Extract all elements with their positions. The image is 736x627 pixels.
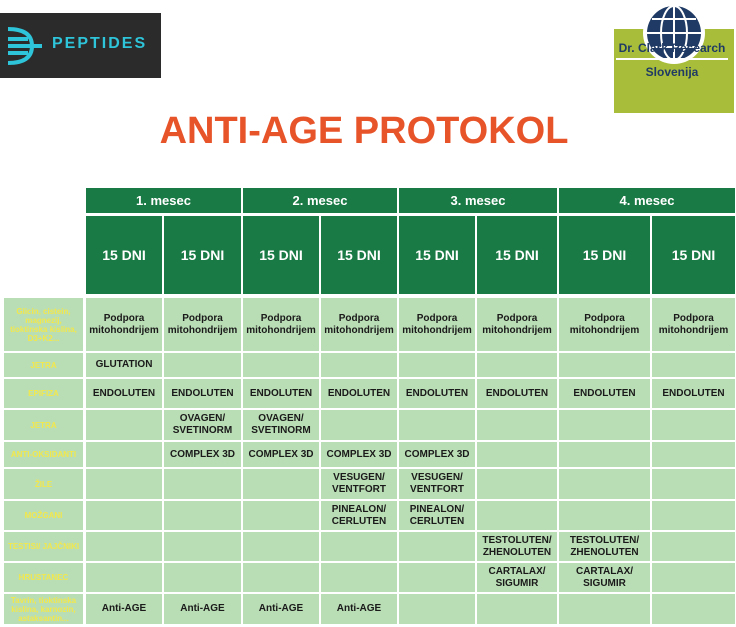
table-cell: Podpora mitohondrijem <box>321 298 397 351</box>
row-label: Tavrin, tioktinska kislina, karnozin, astaksantin... <box>4 594 83 624</box>
month-header: 1. mesec <box>86 188 241 213</box>
table-cell: ENDOLUTEN <box>399 379 475 408</box>
table-cell: COMPLEX 3D <box>164 442 241 467</box>
table-cell <box>652 442 735 467</box>
table-cell <box>477 594 557 624</box>
period-header: 15 DNI <box>477 216 557 294</box>
table-cell: Anti-AGE <box>86 594 162 624</box>
period-header: 15 DNI <box>399 216 475 294</box>
table-cell: COMPLEX 3D <box>321 442 397 467</box>
row-label: Glicin, cistein, magnezij, tioktinska kislina, D3+K2... <box>4 298 83 351</box>
table-cell <box>477 501 557 530</box>
table-cell <box>652 410 735 440</box>
table-cell: Anti-AGE <box>164 594 241 624</box>
table-cell <box>652 469 735 499</box>
table-cell <box>559 469 650 499</box>
period-header: 15 DNI <box>559 216 650 294</box>
table-cell <box>321 532 397 561</box>
table-cell: Podpora mitohondrijem <box>86 298 162 351</box>
table-cell <box>477 353 557 377</box>
row-label: HRUSTANEC <box>4 563 83 592</box>
peptides-logo-text: PEPTIDES <box>52 35 148 52</box>
table-cell <box>652 563 735 592</box>
row-label: ŽILE <box>4 469 83 499</box>
table-cell <box>86 442 162 467</box>
peptides-logo <box>0 13 161 78</box>
table-cell: CARTALAX/ SIGUMIR <box>477 563 557 592</box>
table-cell <box>243 532 319 561</box>
peptides-logo-icon <box>2 23 50 69</box>
table-cell <box>86 469 162 499</box>
table-cell <box>652 594 735 624</box>
dr-clark-country: Slovenija <box>645 65 699 79</box>
period-header: 15 DNI <box>86 216 162 294</box>
period-header: 15 DNI <box>321 216 397 294</box>
table-cell <box>399 563 475 592</box>
table-cell <box>164 563 241 592</box>
month-header: 2. mesec <box>243 188 397 213</box>
table-cell: ENDOLUTEN <box>652 379 735 408</box>
table-cell: Podpora mitohondrijem <box>559 298 650 351</box>
table-cell <box>559 353 650 377</box>
table-cell <box>652 532 735 561</box>
table-cell <box>321 410 397 440</box>
period-header: 15 DNI <box>652 216 735 294</box>
table-cell: OVAGEN/ SVETINORM <box>243 410 319 440</box>
table-cell <box>243 563 319 592</box>
table-cell <box>164 469 241 499</box>
dr-clark-logo <box>612 0 736 115</box>
table-cell <box>86 532 162 561</box>
table-cell <box>477 410 557 440</box>
table-cell: Anti-AGE <box>321 594 397 624</box>
table-cell: ENDOLUTEN <box>477 379 557 408</box>
table-cell: COMPLEX 3D <box>243 442 319 467</box>
table-cell <box>243 501 319 530</box>
table-cell: GLUTATION <box>86 353 162 377</box>
table-cell <box>399 532 475 561</box>
table-cell <box>559 442 650 467</box>
table-cell: VESUGEN/ VENTFORT <box>321 469 397 499</box>
row-label: JETRA <box>4 410 83 440</box>
table-cell: Podpora mitohondrijem <box>477 298 557 351</box>
table-cell: Podpora mitohondrijem <box>243 298 319 351</box>
table-cell: Podpora mitohondrijem <box>652 298 735 351</box>
table-cell <box>164 501 241 530</box>
table-cell: ENDOLUTEN <box>243 379 319 408</box>
table-cell: COMPLEX 3D <box>399 442 475 467</box>
table-cell: OVAGEN/ SVETINORM <box>164 410 241 440</box>
row-label: MOŽGANI <box>4 501 83 530</box>
dr-clark-name: Dr. Clark Research <box>618 41 726 55</box>
table-cell <box>477 442 557 467</box>
table-cell <box>86 563 162 592</box>
table-cell <box>86 410 162 440</box>
table-cell <box>652 353 735 377</box>
table-cell <box>559 594 650 624</box>
table-cell <box>399 353 475 377</box>
month-header: 3. mesec <box>399 188 557 213</box>
table-cell: VESUGEN/ VENTFORT <box>399 469 475 499</box>
table-cell: TESTOLUTEN/ ZHENOLUTEN <box>559 532 650 561</box>
table-cell <box>559 501 650 530</box>
table-cell <box>164 353 241 377</box>
period-header: 15 DNI <box>164 216 241 294</box>
dr-clark-divider <box>616 58 728 60</box>
table-cell <box>559 410 650 440</box>
table-cell <box>399 410 475 440</box>
table-cell: PINEALON/ CERLUTEN <box>321 501 397 530</box>
table-cell: ENDOLUTEN <box>559 379 650 408</box>
table-cell: ENDOLUTEN <box>321 379 397 408</box>
table-cell <box>652 501 735 530</box>
table-cell: Podpora mitohondrijem <box>399 298 475 351</box>
table-cell <box>86 501 162 530</box>
table-cell: ENDOLUTEN <box>164 379 241 408</box>
table-cell: Podpora mitohondrijem <box>164 298 241 351</box>
table-cell: PINEALON/ CERLUTEN <box>399 501 475 530</box>
table-cell <box>243 353 319 377</box>
table-cell <box>321 353 397 377</box>
row-label: ANTI-OKSIDANTI <box>4 442 83 467</box>
row-label: JETRA <box>4 353 83 377</box>
table-cell <box>321 563 397 592</box>
month-header: 4. mesec <box>559 188 735 213</box>
table-cell <box>243 469 319 499</box>
table-cell <box>477 469 557 499</box>
row-label: EPIFIZA <box>4 379 83 408</box>
page-title: ANTI-AGE PROTOKOL <box>159 110 569 152</box>
table-cell <box>399 594 475 624</box>
table-cell <box>164 532 241 561</box>
row-label: TESTISI/ JAJČNIKI <box>4 532 83 561</box>
table-cell: ENDOLUTEN <box>86 379 162 408</box>
period-header: 15 DNI <box>243 216 319 294</box>
table-cell: TESTOLUTEN/ ZHENOLUTEN <box>477 532 557 561</box>
table-cell: Anti-AGE <box>243 594 319 624</box>
table-cell: CARTALAX/ SIGUMIR <box>559 563 650 592</box>
